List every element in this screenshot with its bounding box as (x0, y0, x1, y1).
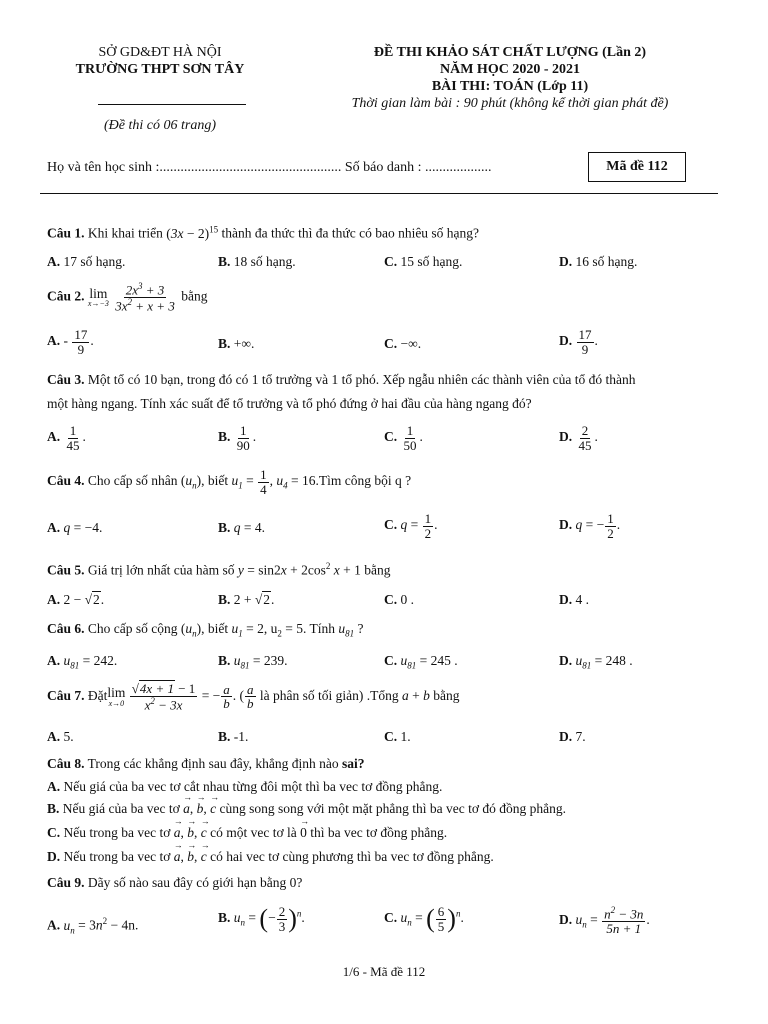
q8-option-c: C. Nếu trong ba vec tơ → a, → b, → c có một vec tơ là → 0 thì ba vec tơ đồng phẳng. (47, 825, 728, 841)
exam-code-box: Mã đề 112 (588, 152, 686, 182)
q7-option-c: C. 1. (384, 729, 411, 744)
student-info-line: Họ và tên học sinh :.................................................... Số báo danh : ................... (47, 160, 492, 175)
question-4: Câu 4. Cho cấp số nhân $(u_n)$, biết $u_1$ = $\frac{1}{4}$ , $u_4$ = 16.Tìm công bội q ? (47, 467, 412, 497)
q7-option-d: D. 7. (559, 729, 586, 744)
q4-option-b: B. q = 4. (218, 520, 266, 535)
q6-option-a: A. $u_{81} = 242$. (47, 653, 118, 671)
question-2: Câu 2. lim x→−3 $\frac{2x^3 + 3}{3x^2 + x + 3}$ bằng (47, 281, 208, 314)
q5-option-c: C. 0 . (384, 592, 414, 607)
question-6: Câu 6. Cho cấp số cộng $(u_n)$, biết $u_1 = 2$, $u_2 = 5$. Tính $u_{81}$ ? (47, 621, 364, 639)
question-1: Câu 1. Khi khai triển $(3x - 2)^{15}$ thành đa thức thì đa thức có bao nhiêu số hạng? (47, 224, 480, 241)
header-rule (40, 193, 718, 194)
q4-option-a: A. q = −4. (47, 520, 103, 535)
question-3-line-1: Câu 3. Một tổ có 10 bạn, trong đó có 1 tổ trưởng và 1 tổ phó. Xếp ngẫu nhiên các thành viên của tổ đó thành (47, 372, 636, 387)
q2-option-c: C. −∞. (384, 336, 422, 351)
q5-option-a: A. 2 − √2. (47, 592, 105, 607)
question-9: Câu 9. Dãy số nào sau đây có giới hạn bằng 0? (47, 875, 303, 890)
q8-option-a: A. Nếu giá của ba vec tơ cắt nhau từng đôi một thì ba vec tơ đồng phẳng. (47, 779, 443, 794)
exam-title: ĐỀ THI KHẢO SÁT CHẤT LƯỢNG (Lần 2) (373, 45, 647, 60)
q5-option-b: B. 2 + √2. (218, 592, 275, 607)
q9-option-a: A. $u_n = 3n^2 - 4n$. (47, 916, 139, 936)
q7-option-b: B. -1. (218, 729, 249, 744)
q3-option-d: D. $\frac{2}{45}$ . (559, 423, 598, 453)
subject: BÀI THI: TOÁN (Lớp 11) (431, 79, 589, 94)
school-year: NĂM HỌC 2020 - 2021 (440, 62, 580, 77)
question-3-line-2: một hàng ngang. Tính xác suất để tổ trưởng và tổ phó đứng ở hai đầu của hàng ngang đó? (47, 396, 532, 411)
q2-option-a: A. - $\frac{17}{9}$ . (47, 327, 94, 357)
q1-option-c: C. 15 số hạng. (384, 254, 463, 269)
q3-option-a: A. $\frac{1}{45}$ . (47, 423, 86, 453)
q2-option-b: B. +∞. (218, 336, 255, 351)
question-5: Câu 5. Giá trị lớn nhất của hàm số $y = \sin 2x + 2\cos^2$ x + 1 bằng (47, 561, 391, 578)
q9-option-c: C. $u_n$ = ( $\frac{6}{5}$ )$^n$. (384, 903, 464, 934)
school-name: TRƯỜNG THPT SƠN TÂY (75, 62, 245, 77)
q5-option-d: D. 4 . (559, 592, 589, 607)
department-name: SỞ GD&ĐT HÀ NỘI (98, 45, 222, 60)
q9-option-b: B. $u_n$ = (− $\frac{2}{3}$ )$^n$. (218, 903, 305, 934)
q4-option-c: C. q = $\frac{1}{2}$ . (384, 511, 438, 541)
q6-option-c: C. $u_{81} = 245$ . (384, 653, 458, 671)
q8-option-d: D. Nếu trong ba vec tơ → a, → b, → c có hai vec tơ cùng phương thì ba vec tơ đồng phẳng. (47, 849, 728, 865)
q1-option-b: B. 18 số hạng. (218, 254, 296, 269)
q4-option-d: D. q = − $\frac{1}{2}$ . (559, 511, 621, 541)
header-divider (98, 104, 246, 105)
q1-option-a: A. 17 số hạng. (47, 254, 126, 269)
q8-option-b: B. Nếu giá của ba vec tơ → a, → b, → c cùng song song với một mặt phẳng thì ba vec tơ đó đồng phẳng. (47, 801, 728, 817)
q2-option-d: D. $\frac{17}{9}$ . (559, 327, 598, 357)
time-note: Thời gian làm bài : 90 phút (không kể thời gian phát đề) (351, 96, 669, 111)
q6-option-b: B. $u_{81} = 239$. (218, 653, 288, 671)
q1-option-d: D. 16 số hạng. (559, 254, 638, 269)
question-8: Câu 8. Trong các khẳng định sau đây, khẳng định nào sai? (47, 756, 365, 771)
pages-note: (Đề thi có 06 trang) (104, 118, 216, 133)
q3-option-b: B. $\frac{1}{90}$ . (218, 423, 257, 453)
q3-option-c: C. $\frac{1}{50}$ . (384, 423, 423, 453)
page-footer: 1/6 - Mã đề 112 (342, 964, 426, 979)
q6-option-d: D. $u_{81} = 248$ . (559, 653, 633, 671)
q9-option-d: D. $u_n$ = $\frac{n^2 - 3n}{5n + 1}$ . (559, 905, 650, 936)
question-7: Câu 7. Đặt lim x→0 $\frac{√4x + 1 - 1}{x^2 - 3x}$ = − $\frac{a}{b}$ . ( $\frac{a}{b}$ là phân số tối giản) .Tổng a + b bằng (47, 681, 460, 712)
q7-option-a: A. 5. (47, 729, 74, 744)
